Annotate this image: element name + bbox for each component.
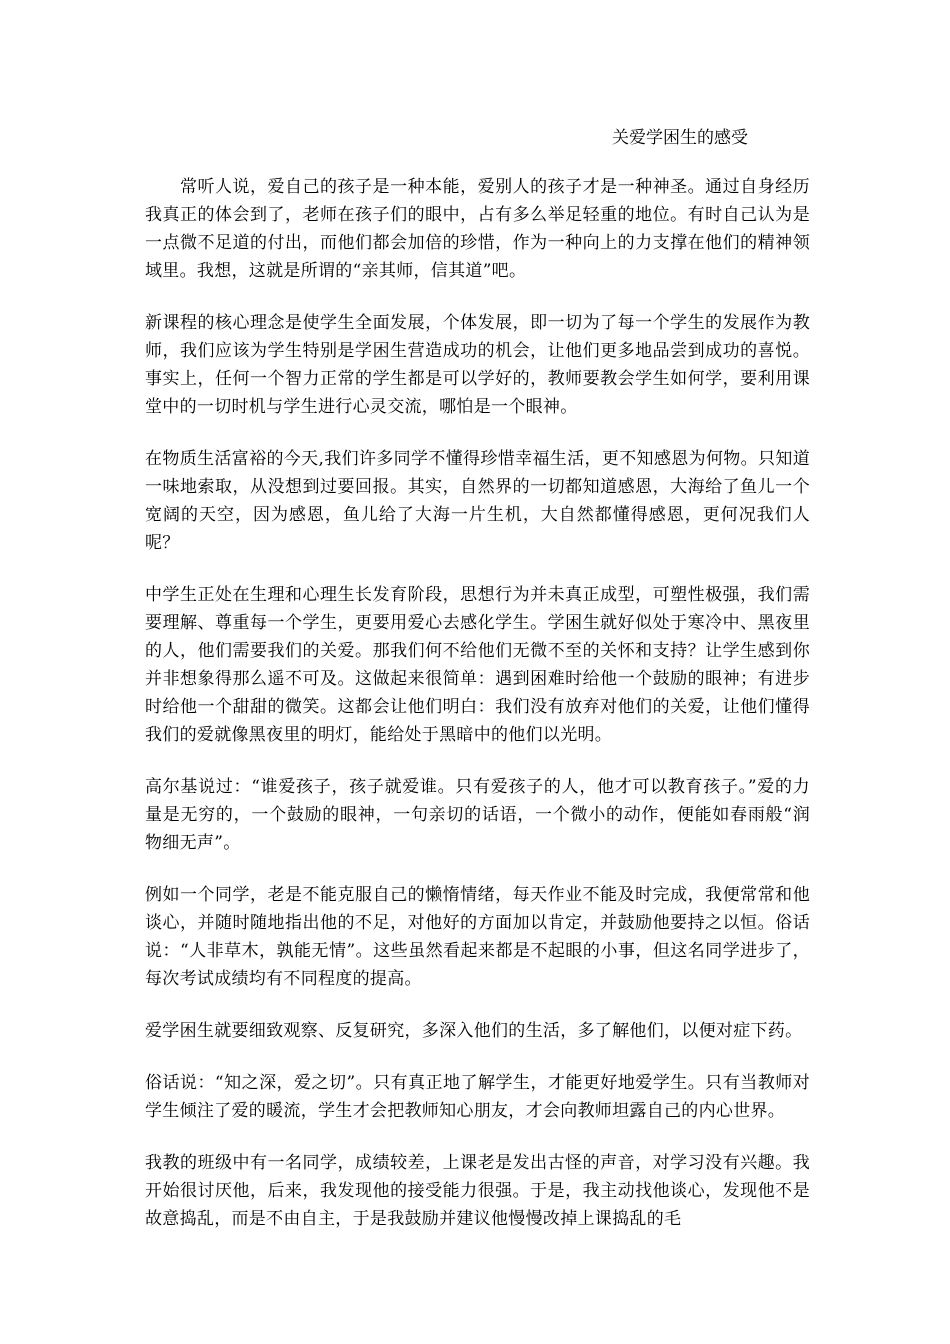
paragraph: 我教的班级中有一名同学，成绩较差，上课老是发出古怪的声音，对学习没有兴趣。我开始很讨厌他，后来，我发现他的接受能力很强。于是，我主动找他谈心，发现他不是故意捣乱，而是不由自主，于是我鼓励并建议他慢慢改掉上课捣乱的毛 bbox=[145, 1153, 810, 1229]
paragraph: 爱学困生就要细致观察、反复研究，多深入他们的生活，多了解他们，以便对症下药。 bbox=[145, 1021, 803, 1041]
paragraph: 俗话说：“知之深，爱之切”。只有真正地了解学生，才能更好地爱学生。只有当教师对学生倾注了爱的暖流，学生才会把教师知心朋友，才会向教师坦露自己的内心世界。 bbox=[145, 1073, 810, 1121]
paragraph: 例如一个同学，老是不能克服自己的懒惰情绪，每天作业不能及时完成，我便常常和他谈心，并随时随地指出他的不足，对他好的方面加以肯定，并鼓励他要持之以恒。俗话说：“人非草木，孰能无情”。这些虽然看起来都是不起眼的小事，但这名同学进步了，每次考试成绩均有不同程度的提高。 bbox=[145, 885, 810, 989]
document-body bbox=[145, 173, 810, 1257]
paragraph: 在物质生活富裕的今天,我们许多同学不懂得珍惜幸福生活，更不知感恩为何物。只知道一味地索取，从没想到过要回报。其实，自然界的一切都知道感恩，大海给了鱼儿一个宽阔的天空，因为感恩，鱼儿给了大海一片生机，大自然都懂得感恩，更何况我们人呢？ bbox=[145, 449, 810, 553]
paragraph: 高尔基说过：“谁爱孩子，孩子就爱谁。只有爱孩子的人，他才可以教育孩子。”爱的力量是无穷的，一个鼓励的眼神，一句亲切的话语，一个微小的动作，便能如春雨般“润物细无声”。 bbox=[145, 777, 810, 853]
document-title: 关爱学困生的感受 bbox=[612, 128, 748, 148]
paragraph: 常听人说，爱自己的孩子是一种本能，爱别人的孩子才是一种神圣。通过自身经历我真正的体会到了，老师在孩子们的眼中，占有多么举足轻重的地位。有时自己认为是一点微不足道的付出，而他们都会加倍的珍惜，作为一种向上的力支撑在他们的精神领域里。我想，这就是所谓的“亲其师，信其道”吧。 bbox=[145, 177, 810, 281]
paragraph: 新课程的核心理念是使学生全面发展，个体发展，即一切为了每一个学生的发展作为教师，我们应该为学生特别是学困生营造成功的机会，让他们更多地品尝到成功的喜悦。事实上，任何一个智力正常的学生都是可以学好的，教师要教会学生如何学，要利用课堂中的一切时机与学生进行心灵交流，哪怕是一个眼神。 bbox=[145, 313, 810, 417]
paragraph: 中学生正处在生理和心理生长发育阶段，思想行为并未真正成型，可塑性极强，我们需要理解、尊重每一个学生，更要用爱心去感化学生。学困生就好似处于寒冷中、黑夜里的人，他们需要我们的关爱。那我们何不给他们无微不至的关怀和支持？让学生感到你并非想象得那么遥不可及。这做起来很简单：遇到困难时给他一个鼓励的眼神；有进步时给他一个甜甜的微笑。这都会让他们明白：我们没有放弃对他们的关爱，让他们懂得我们的爱就像黑夜里的明灯，能给处于黑暗中的他们以光明。 bbox=[145, 585, 810, 745]
